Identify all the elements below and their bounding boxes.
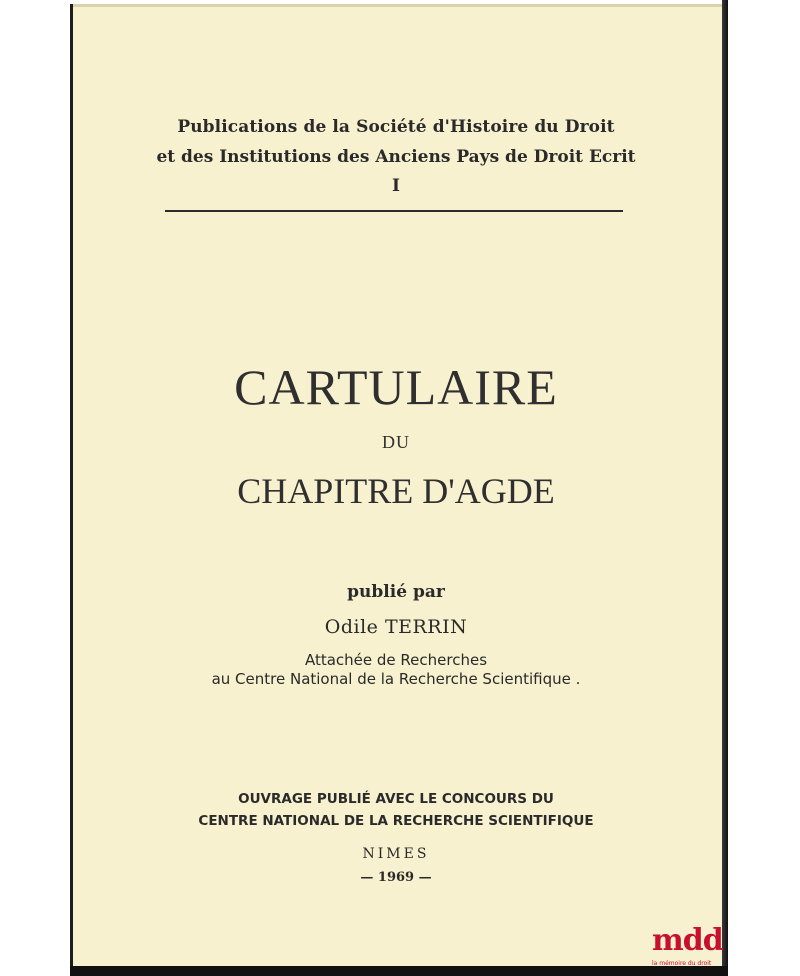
heading-divider <box>165 210 623 212</box>
published-by-label: publié par <box>347 582 445 602</box>
book-subtitle: CHAPITRE D'AGDE <box>237 471 555 511</box>
book-bottom-edge <box>70 966 728 976</box>
publication-city: NIMES <box>362 846 430 862</box>
title-connector: DU <box>382 432 410 452</box>
mdd-watermark-logo <box>652 924 724 970</box>
publication-year: — 1969 — <box>360 870 432 885</box>
support-notice-line1: OUVRAGE PUBLIÉ AVEC LE CONCOURS DU <box>238 791 554 807</box>
mdd-logo-icon: mdd <box>652 923 723 958</box>
author-name: Odile TERRIN <box>324 616 468 638</box>
author-affiliation-line2: au Centre National de la Recherche Scientifique . <box>211 670 581 688</box>
book-title: CARTULAIRE <box>234 359 558 415</box>
support-notice-line2: CENTRE NATIONAL DE LA RECHERCHE SCIENTIFIQUE <box>198 813 594 829</box>
series-heading-line1: Publications de la Société d'Histoire du Droit <box>177 117 615 137</box>
author-affiliation-line1: Attachée de Recherches <box>304 651 488 669</box>
mdd-logo-tagline: la mémoire du droit <box>652 960 712 967</box>
book-spine-edge <box>722 0 728 976</box>
series-heading-line2: et des Institutions des Anciens Pays de Droit Ecrit <box>156 147 636 167</box>
series-volume-number: I <box>392 176 400 196</box>
